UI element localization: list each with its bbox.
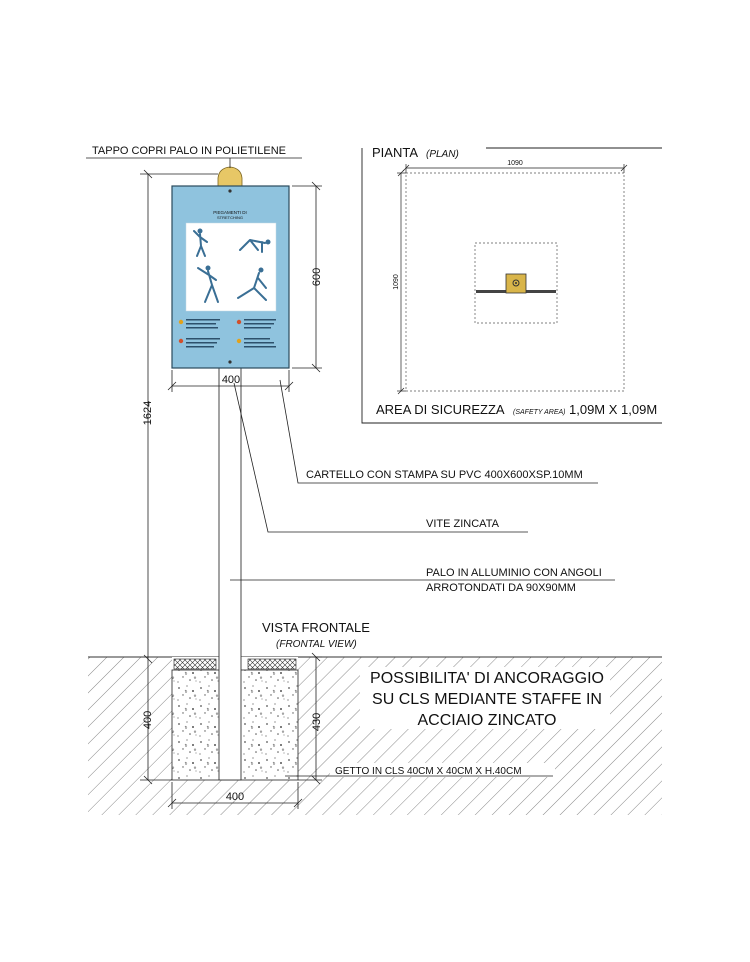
screw-top <box>228 189 231 192</box>
label-front-view: VISTA FRONTALE <box>262 620 370 635</box>
label-anchor-1: POSSIBILITA' DI ANCORAGGIO <box>370 670 604 687</box>
dim-foundation-width-label: 400 <box>225 791 245 803</box>
sign-panel <box>172 186 289 368</box>
dim-buried-depth-label: 400 <box>142 710 154 730</box>
plan-area-label-en: (SAFETY AREA) <box>513 409 566 416</box>
label-pole-1: PALO IN ALLUMINIO CON ANGOLI <box>426 567 602 579</box>
plan-height-label: 1090 <box>393 274 400 290</box>
pole-cap <box>218 167 242 186</box>
poster-heading-1: PIEGAMENTI DI <box>213 210 247 215</box>
plan-view <box>362 148 662 423</box>
dim-sign-width-label: 400 <box>221 374 241 386</box>
plan-area-size: 1,09M X 1,09M <box>569 402 658 417</box>
plan-title-en: (PLAN) <box>426 149 459 160</box>
dim-foundation-depth-label: 430 <box>311 712 323 732</box>
dim-sign-height-label: 600 <box>311 267 323 287</box>
dim-total-height-label: 1624 <box>142 400 154 426</box>
label-anchor-3: ACCIAIO ZINCATO <box>417 712 557 729</box>
label-front-view-en: (FRONTAL VIEW) <box>276 639 357 650</box>
poster-heading-2: STRETCHING <box>217 215 243 220</box>
label-screw: VITE ZINCATA <box>426 518 499 530</box>
label-anchor-2: SU CLS MEDIANTE STAFFE IN <box>372 691 602 708</box>
label-pole-2: ARROTONDATI DA 90X90MM <box>426 582 576 594</box>
label-cap: TAPPO COPRI PALO IN POLIETILENE <box>92 145 286 157</box>
screw-bottom <box>228 360 231 363</box>
label-foundation: GETTO IN CLS 40CM X 40CM X H.40CM <box>335 766 522 777</box>
plan-title: PIANTA <box>372 145 418 160</box>
plan-area-label: AREA DI SICUREZZA <box>376 402 505 417</box>
label-sign: CARTELLO CON STAMPA SU PVC 400X600XSP.10MM <box>306 469 583 481</box>
plan-width-label: 1090 <box>507 160 523 167</box>
